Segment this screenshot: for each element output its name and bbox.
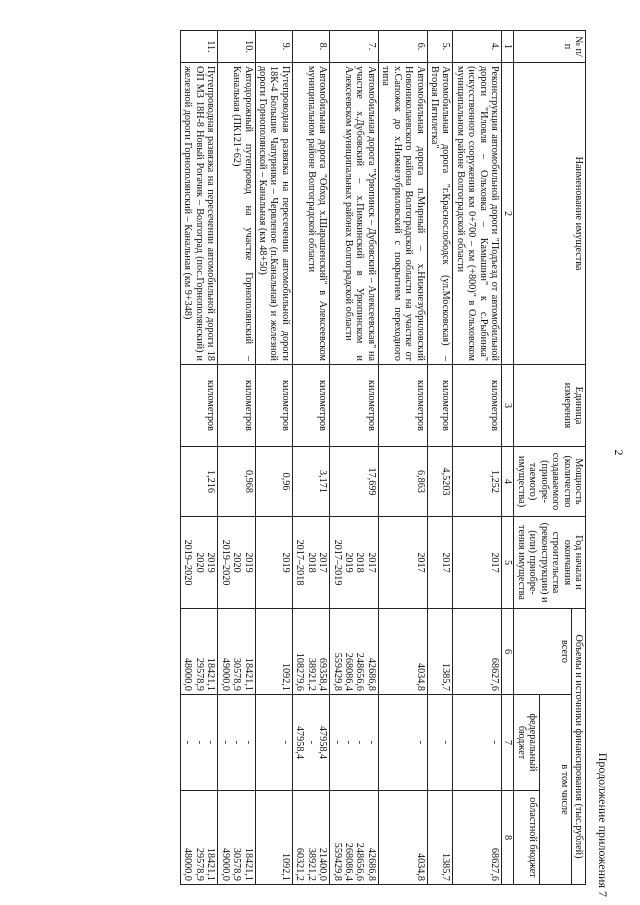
unit-cell: километров <box>453 365 502 447</box>
federal-cell-value: - <box>279 740 291 745</box>
row-number: 6. <box>378 31 427 63</box>
col-index: 8 <box>502 791 514 885</box>
header-total: всего <box>514 609 571 695</box>
property-name: Автомобильная дорога "Обход х.Шарашенский" в Алексеевском муниципальном районе Волгоградской области <box>292 63 329 365</box>
table-row <box>218 31 255 885</box>
total-cell-value: 18421,1 <box>242 657 254 691</box>
header-num: № п/п <box>514 31 586 63</box>
total-cell <box>255 609 292 695</box>
year-cell <box>378 517 427 609</box>
year-cell-value: 2019 <box>342 552 354 573</box>
federal-cell-value: 47958,4 <box>294 725 306 760</box>
regional-cell <box>292 791 329 885</box>
row-number: 11. <box>181 31 218 63</box>
header-name: Наименование имущества <box>514 63 586 365</box>
year-cell <box>292 517 329 609</box>
year-cell-value: 2017–2018 <box>294 539 306 586</box>
table-row <box>181 31 218 885</box>
regional-cell-value: 4034,8 <box>414 852 426 881</box>
year-cell <box>330 517 379 609</box>
total-cell-value: 108279,6 <box>294 652 306 691</box>
regional-cell <box>181 791 218 885</box>
regional-cell <box>427 791 453 885</box>
col-index: 7 <box>502 695 514 791</box>
year-cell-value: 2020 <box>231 552 243 573</box>
total-cell <box>292 609 329 695</box>
property-name: Путепроводная развязка на пересечении автомобильной дороги 18К-4 Большие Чапурники – Червленое (п.Канальная) и железной дороги Горнополянской – Канальная (км 48+50) <box>255 63 292 365</box>
header-year: Год начала и окончания строительства (реконструкции) и (или) приобре-тения имущества <box>514 517 586 609</box>
header-funding: Объемы и источники финансирования (тыс.рублей) <box>571 609 585 885</box>
table-body <box>181 31 502 885</box>
regional-cell-value: 18421,1 <box>205 847 217 881</box>
federal-cell-value: - <box>365 740 377 745</box>
year-cell <box>218 517 255 609</box>
table-row <box>255 31 292 885</box>
property-name: Автомобильная дорога "Урюпинск – Дубовский – Алексеевская" на участке х.Дубовский – х.Пимкинский в Урюпинском и Алексеевском муниципальных районах Волгоградской области <box>330 63 379 365</box>
header-capacity: Мощность (количество создаваемого (приобре-таемого) имущества) <box>514 447 586 517</box>
regional-cell-value: 48000,0 <box>182 847 194 881</box>
row-number: 9. <box>255 31 292 63</box>
year-cell-value: 2019–2020 <box>219 539 231 586</box>
federal-cell-value: - <box>440 740 452 745</box>
unit-cell: километров <box>330 365 379 447</box>
page-number: 2 <box>612 449 626 456</box>
col-index: 1 <box>502 31 514 63</box>
unit-cell: километров <box>255 365 292 447</box>
regional-cell-value: 18421,1 <box>242 847 254 881</box>
regional-cell-value: 29578,9 <box>193 847 205 881</box>
regional-cell <box>255 791 292 885</box>
federal-cell-value: - <box>205 740 217 745</box>
col-index: 6 <box>502 609 514 695</box>
regional-cell <box>378 791 427 885</box>
federal-cell-value: - <box>193 740 205 745</box>
row-number: 8. <box>292 31 329 63</box>
row-number: 5. <box>427 31 453 63</box>
header-incl: в том числе <box>540 695 571 885</box>
column-index-row <box>502 31 514 885</box>
total-cell-value: 48000,0 <box>182 657 194 691</box>
year-cell-value: 2017 <box>317 552 329 573</box>
federal-cell-value: - <box>182 740 194 745</box>
year-cell-value: 2019–2020 <box>182 539 194 586</box>
unit-cell: километров <box>181 365 218 447</box>
year-cell-value: 2020 <box>193 552 205 573</box>
federal-cell <box>427 695 453 791</box>
property-name: Реконструкция автомобильной дороги "Подъезд от автомобильной дороги "Иловля – Ольховка – Камышин" к с.Рыбинка" (искусственного сооружения км 0+700 – км (+800)" в Ольховском муниципальном районе Волгоградской области <box>453 63 502 365</box>
unit-cell: километров <box>292 365 329 447</box>
year-cell-value: 2019 <box>279 552 291 573</box>
property-name: Автодорожный путепровод на участке Горнополянский – Канальная (ПК121+62) <box>218 63 255 365</box>
capacity-cell: 0,96 <box>255 447 292 517</box>
capacity-cell: 6,863 <box>378 447 427 517</box>
unit-cell: километров <box>427 365 453 447</box>
regional-cell-value: 30578,9 <box>231 847 243 881</box>
year-cell-value: 2018 <box>305 552 317 573</box>
total-cell-value: 1092,1 <box>279 662 291 691</box>
regional-cell <box>453 791 502 885</box>
total-cell-value: 4034,8 <box>414 662 426 691</box>
regional-cell-value: 1385,7 <box>440 852 452 881</box>
col-index: 3 <box>502 365 514 447</box>
federal-cell-value: - <box>242 740 254 745</box>
regional-cell-value: 1092,1 <box>279 852 291 881</box>
year-cell <box>255 517 292 609</box>
header-unit: Единица измерения <box>514 365 586 447</box>
federal-cell-value: - <box>305 740 317 745</box>
year-cell-value: 2019 <box>242 552 254 573</box>
capacity-cell: 1,216 <box>181 447 218 517</box>
property-table <box>180 30 586 885</box>
total-cell-value: 29578,9 <box>193 657 205 691</box>
property-name: Автомобильная дорога "г.Краснослободск (ул.Московская) – Вторая Пятилетка" <box>427 63 453 365</box>
table-header <box>502 31 586 885</box>
table-row <box>292 31 329 885</box>
federal-cell-value: 47958,4 <box>317 725 329 760</box>
capacity-cell: 3,171 <box>292 447 329 517</box>
total-cell <box>453 609 502 695</box>
federal-cell-value: - <box>219 740 231 745</box>
unit-cell: километров <box>218 365 255 447</box>
table-row <box>427 31 453 885</box>
federal-cell-value: - <box>414 740 426 745</box>
row-number: 10. <box>218 31 255 63</box>
total-cell-value: 18421,1 <box>205 657 217 691</box>
regional-cell <box>218 791 255 885</box>
capacity-cell: 1,252 <box>453 447 502 517</box>
property-name: Путепроводная развязка на пересечении автомобильной дороги 18 ОП МЗ 18Н-8 Новый Рогачик – Волгоград (пос.Горнополянский) и железной дороги Горнополянский – Канальная (км 9+348) <box>181 63 218 365</box>
total-cell <box>218 609 255 695</box>
capacity-cell: 0,968 <box>218 447 255 517</box>
total-cell-value: 1385,7 <box>440 662 452 691</box>
total-cell-value: 68627,6 <box>489 657 501 691</box>
year-cell-value: 2017 <box>414 552 426 573</box>
total-cell-value: 559429,8 <box>331 652 343 691</box>
header-regional: областной бюджет <box>514 791 540 885</box>
total-cell <box>427 609 453 695</box>
federal-cell <box>255 695 292 791</box>
total-cell-value: 69358,4 <box>317 657 329 691</box>
unit-cell: километров <box>378 365 427 447</box>
total-cell <box>378 609 427 695</box>
total-cell-value: 268086,4 <box>342 652 354 691</box>
regional-cell-value: 68627,6 <box>489 847 501 881</box>
year-cell-value: 2017 <box>365 552 377 573</box>
row-number: 4. <box>453 31 502 63</box>
federal-cell <box>218 695 255 791</box>
federal-cell <box>330 695 379 791</box>
regional-cell <box>330 791 379 885</box>
year-cell-value: 2019 <box>205 552 217 573</box>
col-index: 2 <box>502 63 514 365</box>
federal-cell-value: - <box>331 740 343 745</box>
property-name: Автомобильная дорога п.Мирный – х.Нижнезубриловский Новониколаевского района Волгоградской области на участке от х.Сапожок до х.Нижнезубриловский с покрытием переходного типа <box>378 63 427 365</box>
year-cell-value: 2018 <box>354 552 366 573</box>
federal-cell <box>453 695 502 791</box>
table-row <box>378 31 427 885</box>
federal-cell-value: - <box>489 740 501 745</box>
regional-cell-value: 49000,0 <box>219 847 231 881</box>
year-cell <box>427 517 453 609</box>
total-cell-value: 248656,6 <box>354 652 366 691</box>
total-cell <box>330 609 379 695</box>
year-cell-value: 2017 <box>440 552 452 573</box>
capacity-cell: 4,5203 <box>427 447 453 517</box>
table-row <box>453 31 502 885</box>
regional-cell-value: 42686,8 <box>365 847 377 881</box>
regional-cell-value: 559429,8 <box>331 842 343 881</box>
capacity-cell: 17,699 <box>330 447 379 517</box>
regional-cell-value: 21400,0 <box>317 847 329 881</box>
federal-cell-value: - <box>354 740 366 745</box>
table-row <box>330 31 379 885</box>
regional-cell-value: 268086,4 <box>342 842 354 881</box>
total-cell-value: 30578,9 <box>231 657 243 691</box>
federal-cell <box>181 695 218 791</box>
federal-cell <box>292 695 329 791</box>
col-index: 5 <box>502 517 514 609</box>
federal-cell <box>378 695 427 791</box>
regional-cell-value: 248656,6 <box>354 842 366 881</box>
regional-cell-value: 38921,2 <box>305 847 317 881</box>
continuation-title: Продолжение приложения 7 <box>596 752 610 897</box>
row-number: 7. <box>330 31 379 63</box>
year-cell <box>453 517 502 609</box>
header-federal: федеральный бюджет <box>514 695 540 791</box>
regional-cell-value: 60321,2 <box>294 847 306 881</box>
year-cell <box>181 517 218 609</box>
federal-cell-value: - <box>342 740 354 745</box>
year-cell-value: 2017–2019 <box>331 539 343 586</box>
year-cell-value: 2017 <box>489 552 501 573</box>
col-index: 4 <box>502 447 514 517</box>
total-cell-value: 42686,8 <box>365 657 377 691</box>
total-cell-value: 49000,0 <box>219 657 231 691</box>
total-cell <box>181 609 218 695</box>
total-cell-value: 38921,2 <box>305 657 317 691</box>
federal-cell-value: - <box>231 740 243 745</box>
